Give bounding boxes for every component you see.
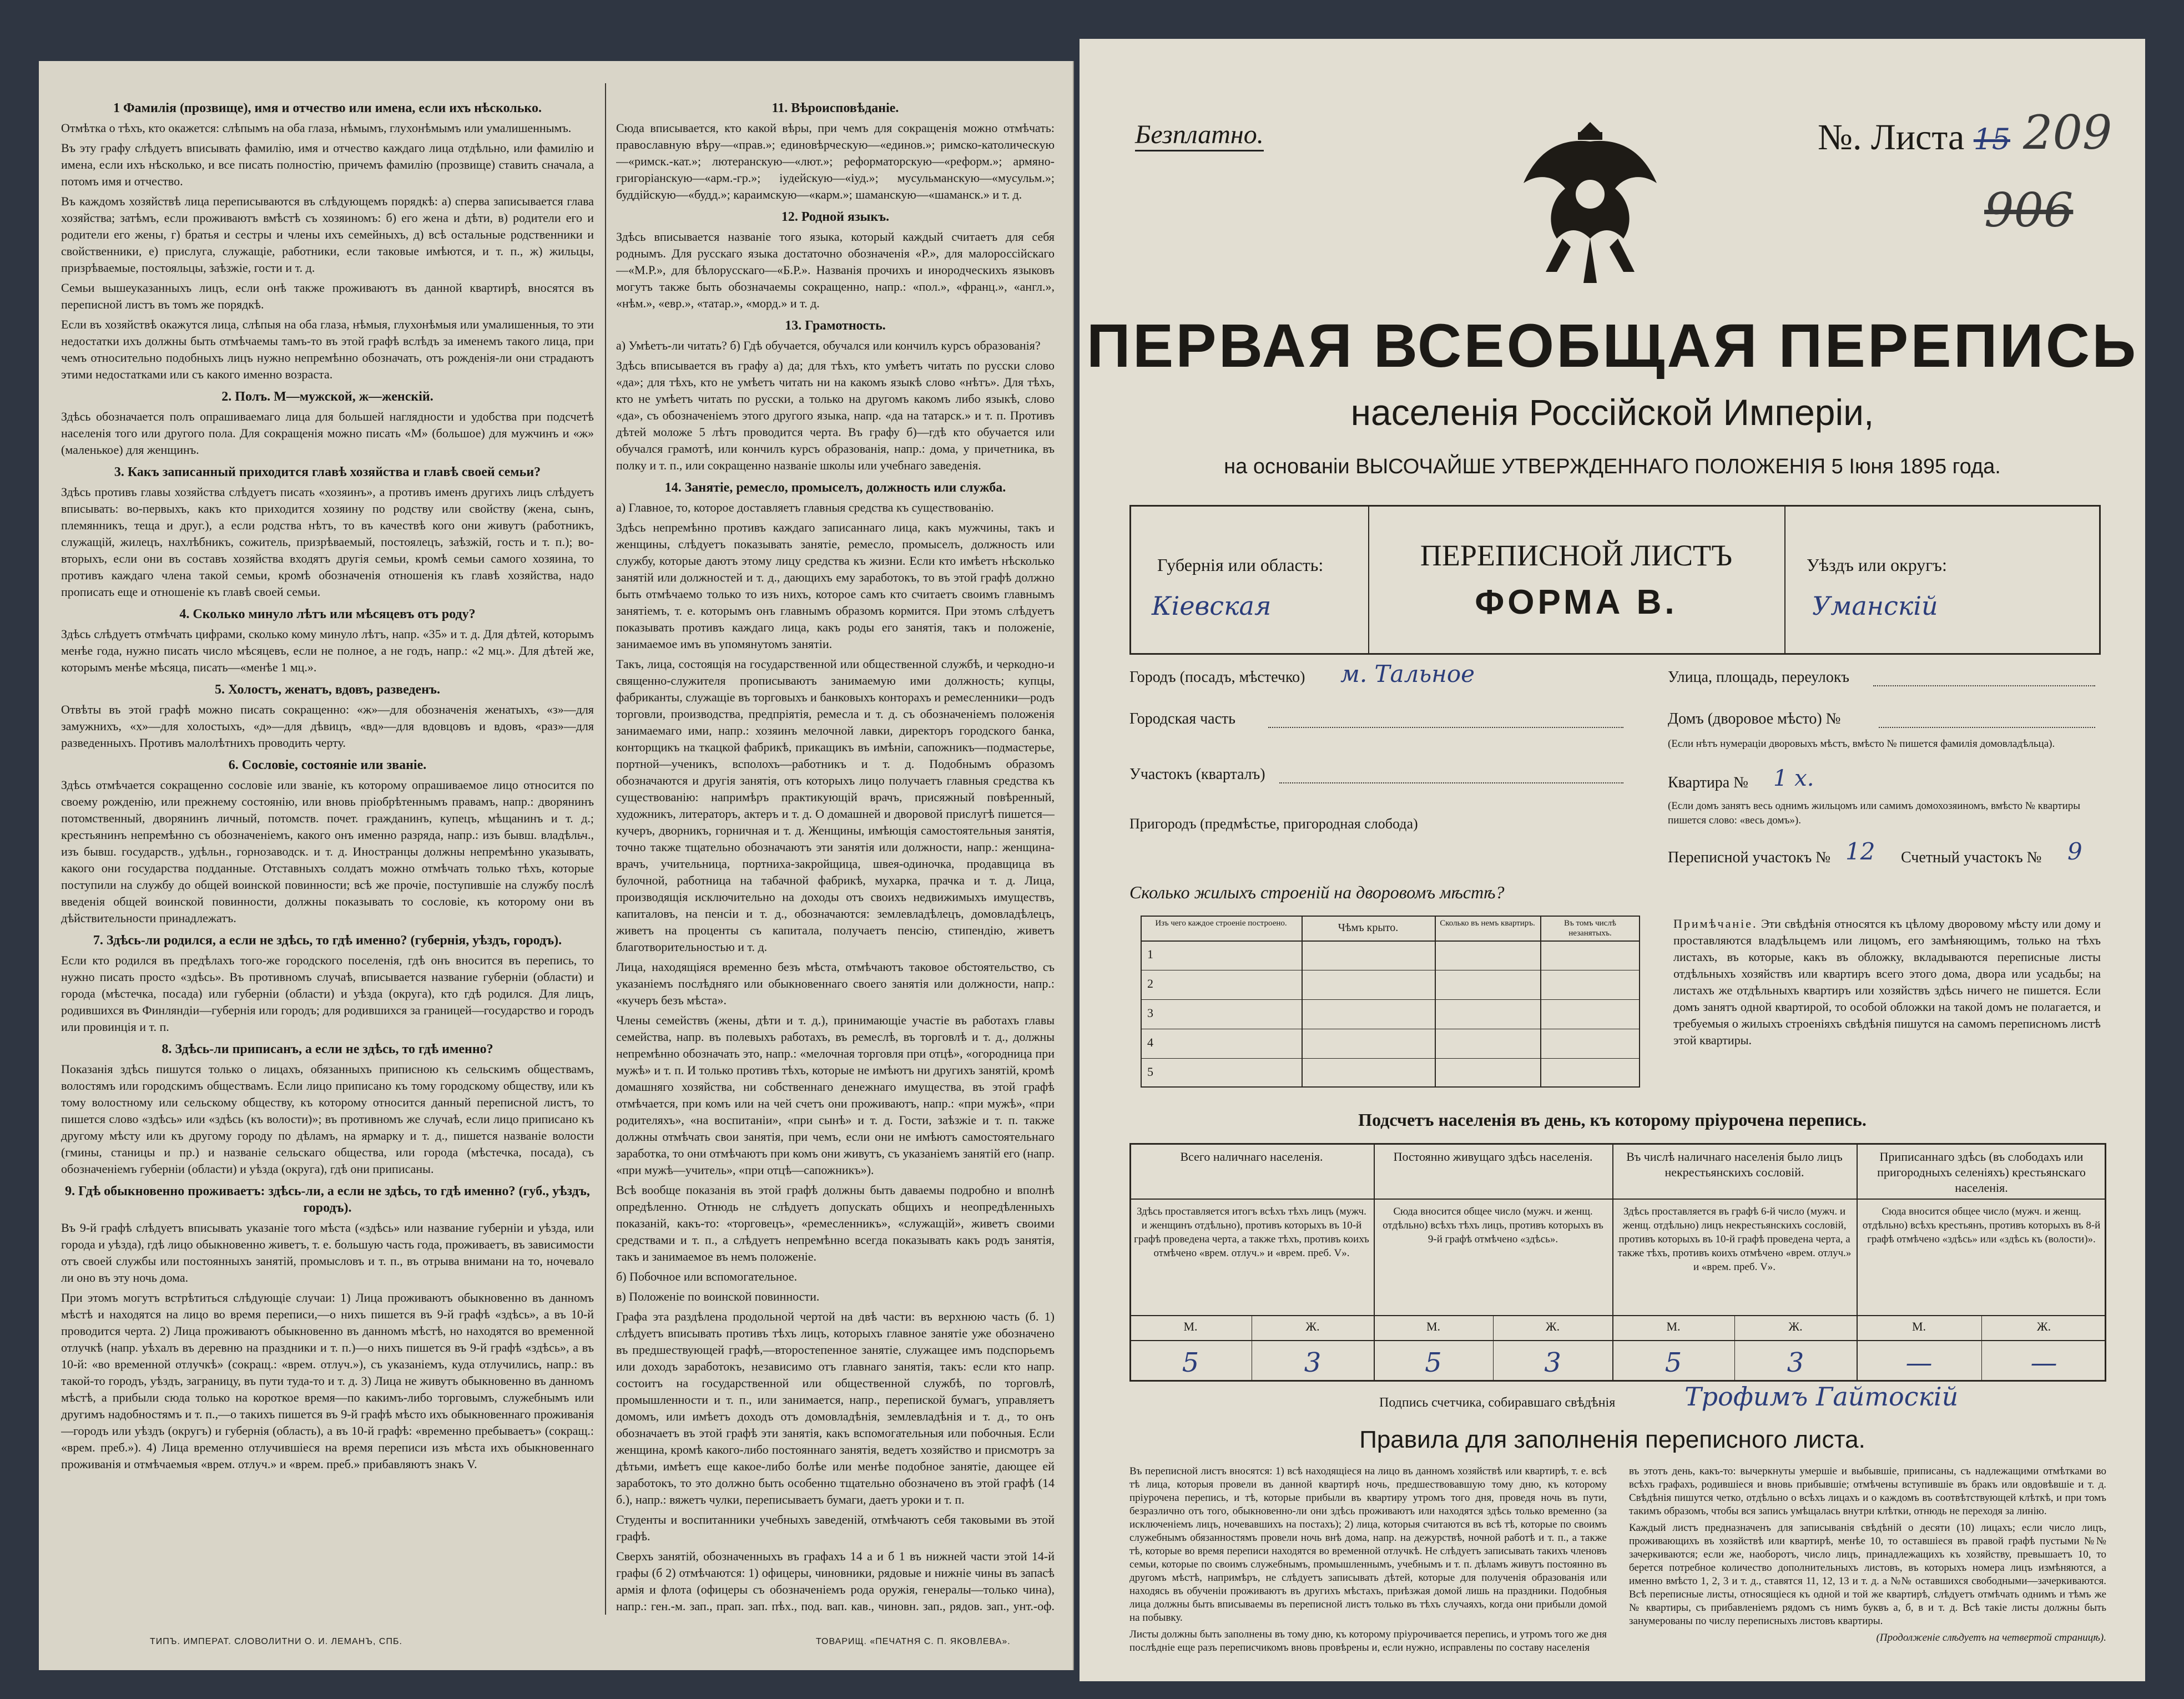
instruction-paragraph: Всѣ вообще показанія въ этой графѣ должны быть даваемы подробно и вполнѣ опредѣленно. Отнюдь не слѣдуетъ допускать общихъ и неопредѣленныхъ показаній, какъ-то: «торговецъ», «ремесленникъ», «служащій», живетъ своими средствами и т. п., а слѣдуетъ непремѣнно всегда показывать какъ родъ занятія, такъ и занимаемое въ немъ положеніе.: [616, 1183, 1055, 1263]
sheet-number-value: 15: [1973, 123, 2010, 156]
instruction-paragraph: Въ каждомъ хозяйствѣ лица переписываются въ слѣдующемъ порядкѣ: а) сперва записывается глава хозяйства; затѣмъ, если проживаютъ вмѣстѣ съ хозяиномъ: б) его жена и дѣти, в) родители его и родители его жены, г) братья и сестры и члены ихъ семейныхъ, д) всѣ остальные родственники и свойственники, е) прислуга, служащіе, работники, если таковые имѣются, и т. п., ж) жильцы, призрѣваемые, постояльцы, заѣзжіе, гости и т. д.: [61, 194, 594, 275]
signature-label: Подпись счетчика, собиравшаго свѣдѣнія: [1379, 1395, 1616, 1410]
instruction-heading: 6. Сословіе, состояніе или званіе.: [228, 758, 427, 772]
column-divider: [605, 83, 606, 1615]
tally-male-label: М.: [1666, 1319, 1681, 1333]
frame-divider: [1784, 505, 1785, 655]
buildings-row-number: 5: [1147, 1065, 1153, 1079]
note-block: [1673, 916, 2101, 1049]
tally-female-value: 3: [1787, 1347, 1804, 1378]
tally-header: Въ числѣ наличнаго населенія было лицъ некрестьянскихъ сословій.: [1626, 1150, 1843, 1179]
buildings-row-number: 2: [1147, 977, 1153, 990]
archive-number-top: 209: [2023, 105, 2112, 160]
table-rule: [1141, 999, 1640, 1000]
house-note: (Если нѣтъ нумераціи дворовыхъ мѣстъ, вмѣсто № пишется фамилія домовладѣльца).: [1668, 738, 2055, 750]
note-title: Примѣчаніе.: [1673, 917, 1758, 931]
tally-description: Сюда вносится общее число (мужч. и женщ. отдѣльно) всѣхъ тѣхъ лицъ, противъ которыхъ въ 9-й графѣ отмѣчено «здѣсь».: [1383, 1206, 1603, 1245]
tally-male-value: —: [1905, 1347, 1933, 1378]
rules-col1b-text: Листы должны быть заполнены въ тому дню, къ которому пріурочивается перепись, и утромъ того же дня послѣдніе еще разъ переписчикомъ вновь провѣрены и, если нужно, исправлены по составу населенія: [1129, 1629, 1607, 1654]
instruction-paragraph: Въ эту графу слѣдуетъ вписывать фамилію, имя и отчество каждаго лица отдѣльно, или фамилію и имена, если ихъ нѣсколько, и все писать полностію, причемъ фамилію (прозвище) ставить сначала, а потомъ имя и отчество.: [61, 141, 594, 188]
instruction-paragraph: Если въ хозяйствѣ окажутся лица, слѣпыя на оба глаза, нѣмыя, глухонѣмыя или умалишенныя, то эти недостатки ихъ должны быть отмѣчаемы тамъ-то въ этой графѣ вслѣдъ за именемъ такого лица, при чемъ относительно подобныхъ лицъ нужно непремѣнно обозначать, отъ рожденія-ли они страдаютъ этими недостатками или съ какого именно возраста.: [61, 317, 594, 381]
tally-female-value: 3: [1544, 1347, 1561, 1378]
guberniya-label: Губернія или область:: [1157, 555, 1324, 575]
tally-male-value: 5: [1182, 1347, 1199, 1378]
tally-male-value: 5: [1665, 1347, 1682, 1378]
field-line: [1268, 727, 1623, 728]
form-title-2: ФОРМА В.: [1475, 583, 1678, 621]
tally-description: Здѣсь проставляется итогъ всѣхъ тѣхъ лицъ (мужч. и женщинъ отдѣльно), противъ которыхъ въ 10-й графѣ проведена черта, а также тѣхъ, противъ коихъ отмѣчено «врем. отлуч.» и «врем. преб. V».: [1134, 1206, 1369, 1259]
instruction-paragraph: Въ 9-й графѣ слѣдуетъ вписывать указаніе того мѣста («здѣсь» или название губерніи и уѣзда, или города и уѣзда), гдѣ лицо обыкновенно живетъ, т. е. большую часть года, проживаетъ, въ зависимости отъ своей службы или постоянныхъ занятій, промысловъ и т. п., въ отрыва внимани на то, ночевало ли оно въ эту ночь дома.: [61, 1221, 594, 1285]
buildings-row-number: 4: [1147, 1035, 1153, 1049]
tally-female-label: Ж.: [1305, 1319, 1320, 1333]
instruction-paragraph: Семьи вышеуказанныхъ лицъ, если онѣ также проживаютъ въ данной квартирѣ, вносятся въ переписной листъ въ томъ же порядкѣ.: [61, 281, 594, 311]
instruction-heading: 14. Занятіе, ремесло, промыселъ, должность или служба.: [664, 481, 1006, 495]
instruction-paragraph: Члены семействъ (жены, дѣти и т. д.), принимающіе участіе въ работахъ главы семейства, напр. въ полевыхъ работахъ, въ ремеслѣ, въ торговлѣ и т. д., должны непремѣнно обозначать это, напр.: «мелочная торговля при отцѣ», «огородница при мужѣ» и т. п. И только противъ тѣхъ, которые не имѣютъ ни другихъ занятій, кромѣ домашняго хозяйства, ни собственнаго денежнаго имущества, въ этой графѣ отмѣчается, при комъ или на чей счетъ они проживаютъ, напр.: «при мужѣ», «при родителяхъ», «на воспитаніи», «при сынѣ» и т. д. Гости, заѣзжіе и т. п. также должны отмѣчать свои занятія, при чемъ, если они не имѣютъ самостоятельнаго заработка, то они отмѣчаютъ при комъ они живутъ, съ указаніемъ занятій его (напр. «при мужѣ—учитель», «при отцѣ—сапожникъ»).: [616, 1013, 1055, 1177]
imprint-left: ТИПЪ. ИМПЕРАТ. СЛОВОЛИТНИ О. И. ЛЕМАНЪ, СПБ.: [150, 1637, 402, 1646]
imprint-center: ТОВАРИЩ. «ПЕЧАТНЯ С. П. ЯКОВЛЕВА».: [816, 1637, 1011, 1646]
census-basis: на основаніи ВЫСОЧАЙШЕ УТВЕРЖДЕННАГО ПОЛОЖЕНІЯ 5 Іюня 1895 года.: [1224, 455, 2001, 478]
archive-number-struck: 906: [1984, 183, 2074, 237]
tally-rule: [1129, 1340, 2106, 1341]
instruction-paragraph: а) Главное, то, которое доставляетъ главныя средства къ существованію.: [616, 500, 994, 514]
buildings-header-roof: Чѣмъ крыто.: [1338, 922, 1399, 934]
tally-title: Подсчетъ населенія въ день, къ которому пріурочена перепись.: [1358, 1110, 1867, 1130]
uezd-label: Уѣздъ или округъ:: [1807, 555, 1947, 575]
instruction-paragraph: Показанія здѣсь пишутся только о лицахъ, обязанныхъ приписною къ сельскимъ обществамъ, волостямъ или городскимъ обществамъ. Если лицо приписано къ тому городскому обществу, или къ тому волостному или сельскому обществу, къ которому относится данный переписной листъ, то пишется слово «здѣсь» или «здѣсь (къ волости)»; въ противномъ же случаѣ, если лицо приписано къ другому мѣсту или къ другому городу по дѣламъ, на ярмарку и т. д., пишется названіе волости (гмины, станицы и пр.) и названіе сельскаго общества, или города (мѣстечка, посада), съ обозначеніемъ губерніи (области) и уѣзда (округа), гдѣ они приписаны.: [61, 1062, 594, 1176]
rules-title: Правила для заполненія переписного листа.: [1359, 1426, 1865, 1453]
buildings-header-apartments: Сколько въ немъ квартиръ.: [1440, 919, 1535, 928]
instruction-paragraph: Студенты и воспитанники учебныхъ заведеній, отмѣчаютъ себя таковыми въ этой графѣ.: [616, 1513, 1055, 1543]
rules-continuation: (Продолженіе слѣдуетъ на четвертой страницѣ).: [1876, 1632, 2106, 1644]
instruction-paragraph: Здѣсь отмѣчается сокращенно сословіе или званіе, къ которому опрашиваемое лицо относится по своему рожденію, или прежнему состоянію, или вновь пріобрѣтеннымъ правамъ, напр.: дворянинъ потомственный, дворянинъ личный, потомств. почет. гражданинъ, купецъ, мѣщанинъ и т. д.; крестьянинъ непремѣнно съ обозначеніемъ, какого онъ именно разряда, напр.: изъ бывш. владѣльч., изъ бывш. государств., удѣльн., горнозаводск. и т. д. Иностранцы должны непремѣнно указывать, какого они государства подданные. Отставныхъ солдатъ можно отмѣчать только тѣхъ, которые поступили на службу до общей воинской повинности; всѣ же прочіе, поступившіе на службу послѣ введенія общей воинской повинности, должны показывать то сословіе, къ которому они въ дѣйствительности принадлежатъ.: [61, 778, 594, 925]
uezd-value: Уманскій: [1812, 591, 1938, 621]
instruction-paragraph: Сюда вписывается, кто какой вѣры, при чемъ для сокращенія можно отмѣчать: православную вѣру—«прав.»; единовѣрческую—«единов.»; римско-католическую—«римск.-кат.»; лютеранскую—«лют.»; реформаторскую—«реформ.»; армяно-григоріанскую—«арм.-гр.»; іудейскую—«іуд.»; мусульманскую—«мусульм.»; буддійскую—«будд.»; караимскую—«карм.»; шаманскую—«шаманск.» и т. д.: [616, 121, 1055, 201]
free-label: Безплатно.: [1135, 119, 1264, 151]
instruction-paragraph: При этомъ могутъ встрѣтиться слѣдующіе случаи: 1) Лица проживаютъ обыкновенно въ данномъ мѣстѣ и находятся на лицо во время переписи,—о нихъ пишется въ 9-й графѣ «здѣсь», а въ 10-й проводится черта. 2) Лица проживаютъ обыкновенно въ данномъ мѣстѣ, но находятся во временной отлучкѣ (напр. уѣхалъ въ деревню на праздники и т. п.)—о нихъ пишется въ 9-й графѣ «здѣсь», а въ 10-й: «во временной отлучкѣ» (сокращ.: «врем. отлуч.»), съ указаніемъ, куда отлучились, напр.: въ такой-то городъ, уѣздъ, заграницу, въ пути туда-то и т. д. 3) Лица не живутъ обыкновенно въ данномъ мѣстѣ, а прибыли сюда только на короткое время—по какимъ-либо торговымъ, служебнымъ или другимъ надобностямъ и т. п.,—о такихъ пишется въ 9-й графѣ мѣсто ихъ обыкновеннаго проживанія—городъ или уѣздъ (округъ) и губернія (область), а въ 10-й графѣ: «временно пребываетъ» (сокращ.: «врем. преб.»). 4) Лица временно отлучившіеся на время переписи изъ мѣста ихъ обыкновеннаго проживанія и отмѣчаемыя «врем. отлуч.» и «врем. преб.» прибавляютъ знакъ V.: [61, 1291, 594, 1471]
buildings-header-material: Изъ чего каждое строеніе построено.: [1155, 919, 1287, 928]
signature-value: Трофимъ Гайтоскій: [1684, 1382, 1959, 1412]
tally-header: Приписаннаго здѣсь (въ слободахъ или пригородныхъ селеніяхъ) крестьянскаго населенія.: [1877, 1150, 2086, 1195]
instruction-paragraph: Здѣсь вписывается въ графу а) да; для тѣхъ, кто умѣетъ читать по русски слово «да»; для тѣхъ, кто не умѣетъ читать ни на какомъ языкѣ слово «нѣтъ». Для тѣхъ, кто не умѣетъ читать по русски, а только на другомъ какомъ либо языкѣ, слово «да», съ обозначеніемъ этого другого языка, напр. «да на татарск.» и т. п. Противъ дѣтей моложе 5 лѣтъ проводится черта. Въ графу б)—гдѣ кто обучается или обучался грамотѣ, или кончилъ курсъ образованія, напр.: дома, у причетника, въ полку и т. п., или сокращенно названіе школы или учебнаго заведенія.: [616, 358, 1055, 472]
tally-description: Сюда вносится общее число (мужч. и женщ. отдѣльно) всѣхъ крестьянъ, противъ которыхъ въ 8-й графѣ отмѣчено «здѣсь» или «здѣсь къ (волости)».: [1862, 1206, 2101, 1245]
guberniya-value: Кіевская: [1152, 591, 1272, 621]
tally-male-label: М.: [1911, 1319, 1926, 1333]
instructions-column-1: [61, 94, 594, 1615]
sheet-number-prefix: №. Листа: [1818, 117, 1965, 158]
instruction-heading: 7. Здѣсь-ли родился, а если не здѣсь, то гдѣ именно? (губернія, уѣздъ, городъ).: [93, 933, 562, 948]
apartment-label: Квартира №: [1668, 774, 1748, 791]
city-part-label: Городская часть: [1129, 710, 1236, 727]
street-label: Улица, площадь, переулокъ: [1668, 669, 1849, 686]
instruction-heading: 8. Здѣсь-ли приписанъ, а если не здѣсь, то гдѣ именно?: [162, 1042, 493, 1056]
city-label: Городъ (посадъ, мѣстечко): [1129, 669, 1305, 686]
count-section-value: 9: [2067, 838, 2082, 865]
tally-header: Всего наличнаго населенія.: [1180, 1150, 1323, 1164]
tally-header: Постоянно живущаго здѣсь населенія.: [1393, 1150, 1593, 1164]
frame-divider: [1368, 505, 1369, 655]
instruction-paragraph: Графа эта раздѣлена продольной чертой на двѣ части: въ верхнюю часть (б. 1) слѣдуетъ вписывать противъ тѣхъ лицъ, которыхъ главное занятіе уже обозначено въ предшествующей графѣ,—второстепенное занятіе, служащее имъ подспорьемъ или доходъ заработокъ, независимо отъ главнаго занятія, такъ: если кто напр. состоитъ на государственной или общественной службѣ, по торговлѣ, промышленности и т. п., или занимается, напр., перепиской бумагъ, управляетъ домомъ, или имѣетъ доходъ отъ домовладѣнія, землевладѣнія и т. д., то онъ обозначаетъ въ этой графѣ эти занятія, какъ вспомогательныя или побочныя. Если женщина, кромѣ какого-либо постояннаго занятія, ведетъ хозяйство и присмотръ за дѣтьми, имѣетъ еще какое-либо болѣе или менѣе подобное занятіе, дающее ей заработокъ, то это должно быть особенно тщательно обозначено въ этой графѣ (14 б.), напр.: вяжетъ чулки, переписываетъ бумаги, даетъ уроки и т. п.: [616, 1309, 1055, 1506]
instruction-heading: 2. Полъ. М—мужской, ж—женскій.: [221, 390, 433, 404]
house-label: Домъ (дворовое мѣсто) №: [1668, 710, 1841, 727]
count-section-label: Счетный участокъ №: [1901, 849, 2042, 866]
instruction-paragraph: в) Положеніе по воинской повинности.: [616, 1290, 820, 1303]
tally-female-label: Ж.: [1545, 1319, 1560, 1333]
table-rule: [1141, 1058, 1640, 1059]
instruction-paragraph: Такъ, лица, состоящія на государственной или общественной службѣ, и черкодно-и священно-служителя прописываютъ занимаемую ими должность; купцы, фабриканты, служащіе въ торговыхъ и банковыхъ конторахъ и ремесленники—родъ торговли, производства, предпріятія, ремесла и т. д. съ обозначеніемъ положенія занимаемаго ими, напр.: хозяинъ мелочной лавки, директоръ городского банка, конторщикъ на ткацкой фабрикѣ, прикащикъ въ имѣніи, сапожникъ—подмастерье, портной—ученикъ, всполохъ—работникъ и т. д. Подобнымъ образомъ обозначаются и другія занятія, отъ которыхъ лицо получаетъ главныя средства къ существованію: напримѣръ практикующій врачъ, присяжный повѣренный, художникъ, литераторъ, актеръ и т. д. О домашней и дворовой прислугѣ пишется—кучеръ, дворникъ, горничная и т. д. Женщины, имѣющія самостоятельныя занятія, точно также тщательно обозначаютъ эти занятія или должности, напр.: женщина-врачъ, учительница, портниха-закройщица, швея-одиночка, продавщица въ булочной, работница на табачной фабрикѣ, мухарка, прачка и т. д. Лица, производящія исключительно на доходы отъ своихъ недвижимыхъ имуществъ, капиталовъ, на пенсіи и т. д., обозначаются: землевладѣлецъ, домовладѣлецъ, живетъ на проценты съ капитала, получаетъ пенсію, стипендію, живетъ благотворительностью и т. д.: [616, 657, 1055, 954]
instruction-paragraph: Лица, находящіяся временно безъ мѣста, отмѣчаютъ таковое обстоятельство, съ указаніемъ послѣдняго или обыкновеннаго своего занятія или должности, напр.: «кучеръ безъ мѣста».: [616, 960, 1055, 1007]
rules-column-2: [1629, 1465, 2106, 1676]
tally-female-value: 3: [1304, 1347, 1322, 1378]
instruction-paragraph: Здѣсь слѣдуетъ отмѣчать цифрами, сколько кому минуло лѣтъ, напр. «35» и т. д. Для дѣтей, которымъ менѣе года, нужно писать число мѣсяцевъ, если не полное, а не годъ, напр.: «2 мц.». Для дѣтей же, которымъ менѣе мѣсяца, писать—«менѣе 1 мц.».: [61, 627, 594, 674]
instruction-heading: 9. Гдѣ обыкновенно проживаетъ: здѣсь-ли, а если не здѣсь, то гдѣ именно? (губ., уѣздъ, городъ).: [65, 1184, 590, 1215]
instruction-paragraph: б) Побочное или вспомогательное.: [616, 1270, 798, 1283]
rules-col1-text: Въ переписной листъ вносятся: 1) всѣ находящіеся на лицо въ данномъ хозяйствѣ или квартирѣ, т. е. всѣ тѣ лица, которыя провели въ данной квартирѣ ночь, предшествовавшую тому дню, къ которому пріурочена перепись, и тѣ, которые прибыли въ квартиру утромъ того дня, проведя ночь въ пути, безразлично отъ того, обыкновенно-ли они здѣсь проживаютъ или находятся здѣсь только временно (за исключеніемъ лицъ, ночевавшихъ на постахъ); 2) лица, которыя считаются въ всѣ тѣ, которые по своимъ служебнымъ обязанностямъ провели ночь внѣ дома, напр. на дежурствѣ, ночной работѣ и т. п., а также тѣ, которые во время переписи находятся во временной отлучкѣ. Не слѣдуетъ записывать такихъ членовъ семьи, которые по своимъ служебнымъ, промышленнымъ, учебнымъ и т. п. дѣламъ живутъ постоянно въ другомъ мѣстѣ, напримѣръ, не слѣдуетъ записывать дѣтей, которые для полученія образованія или находясь въ обученіи проживаютъ въ другихъ мѣстахъ, приѣзжая домой лишь на праздники. Подобныя лица должны быть вписываемы въ переписной листъ только въ тѣхъ случаяхъ, когда они прибыли домой на побывку.: [1129, 1465, 1607, 1624]
census-subtitle: населенія Россійской Имперіи,: [1350, 392, 1874, 433]
district-label: Участокъ (кварталъ): [1129, 766, 1265, 783]
instruction-heading: 1 Фамилія (прозвище), имя и отчество или имена, если ихъ нѣсколько.: [113, 101, 542, 115]
instruction-paragraph: Если кто родился въ предѣлахъ того-же городского поселенія, гдѣ онъ вносится въ перепись, то нужно писать просто «здѣсь». Въ противномъ случаѣ, вписывается название губерніи (области) и города (мѣстечка, посада) или губерніи (области) и уѣзда (округа), кто гдѣ родился. Для лицъ, родившихся въ Финляндіи—губернія или городъ; для родившихся за границей—государство и городъ или провинція и т. п.: [61, 953, 594, 1034]
instruction-paragraph: Здѣсь обозначается полъ опрашиваемаго лица для большей наглядности и удобства при подсчетѣ населенія того или другого пола. Для сокращенія можно писать «М» (большое) для мужчинъ и «ж» (маленькое) для женщинъ.: [61, 409, 594, 457]
tally-female-value: —: [2030, 1347, 2057, 1378]
note-text: Эти свѣдѣнія относятся къ цѣлому дворовому мѣсту или дому и проставляются владѣльцемъ или лицомъ, его замѣняющимъ, только на тѣхъ листахъ, въ которые, какъ въ обложку, вкладываются переписные листы отдѣльныхъ хозяйствъ или квартиръ всего этого дома, двора или усадьбы; на листахъ же отдѣльныхъ квартиръ или хозяйствъ здѣсь ничего не пишется. Если домъ занятъ одной квартирой, то особой обложки на такой домъ не полагается, и требуемыя о жилыхъ строеніяхъ свѣдѣнія пишутся на самомъ переписномъ листѣ этой квартиры.: [1673, 917, 2101, 1047]
instruction-heading: 13. Грамотность.: [785, 318, 886, 333]
apartment-value: 1 х.: [1773, 766, 1814, 791]
table-rule: [1141, 940, 1640, 942]
imperial-eagle-emblem: [1507, 100, 1673, 300]
form-title-1: ПЕРЕПИСНОЙ ЛИСТЪ: [1420, 539, 1733, 572]
instruction-heading: 5. Холостъ, женатъ, вдовъ, разведенъ.: [214, 682, 441, 697]
tally-female-label: Ж.: [1788, 1319, 1803, 1333]
instruction-paragraph: Отвѣты въ этой графѣ можно писать сокращенно: «ж»—для обозначенія женатыхъ, «з»—для замужнихъ, «х»—для холостыхъ, «д»—для дѣвицъ, «вд»—для вдовцовъ и вдовъ, «раз»—для разведенныхъ. Противъ малолѣтнихъ проводить черту.: [61, 702, 594, 750]
field-line: [1279, 782, 1623, 783]
instruction-paragraph: Сверхъ занятій, обозначенныхъ въ графахъ 14 а и б 1 въ нижней части этой 14-й графы (б 2) отмѣчаются: 1) офицеры, чиновники, рядовые и нижніе чины въ запасѣ армія и флота (офицеры съ обозначеніемъ рода оружія, генералы—только чина), напр.: ген.-м. зап., прап. зап. пѣх., под. вап. кав., чиновн. зап., рядов. зап., унт.-оф.: [616, 1549, 1055, 1613]
buildings-question: Сколько жилыхъ строеній на дворовомъ мѣстѣ?: [1129, 882, 1505, 902]
instruction-heading: 3. Какъ записанный приходится главѣ хозяйства и главѣ своей семьи?: [114, 465, 541, 479]
rules-col2-text: въ этотъ день, какъ-то: вычеркнуты умершіе и выбывшіе, приписаны, съ надлежащими отмѣтками во всѣхъ графахъ, родившіеся и вновь прибывшіе; отмѣчены вступившіе въ бракъ или овдовѣвшіе и т. д. Свѣдѣнія пишутся четко, отдѣльно о всѣхъ лицахъ и о каждомъ въ соотвѣтствующей клѣткѣ, и при томъ такимъ образомъ, чтобы вся запись умѣщалась внутри клѣтки, отнюдь не переходя за линію.: [1629, 1465, 2106, 1517]
tally-male-label: М.: [1183, 1319, 1198, 1333]
buildings-header-vacant: Въ томъ числѣ незанятыхъ.: [1564, 919, 1616, 938]
census-section-label: Переписной участокъ №: [1668, 849, 1831, 866]
city-value: м. Тальное: [1340, 660, 1475, 687]
right-page-census-form: [1080, 39, 2145, 1681]
rules-col2b-text: Каждый листъ предназначенъ для записыванія свѣдѣній о десяти (10) лицахъ; если число лицъ, проживающихъ въ хозяйствѣ или квартирѣ, менѣе 10, то оставшіеся въ правой графѣ пустыми №№ зачеркиваются; если же, наоборотъ, число лицъ, принадлежащихъ къ хозяйству, превышаетъ 10, то берется потребное количество дополнительныхъ листовъ, въ которыхъ номера лицъ измѣняются, а именно вмѣсто 1, 2, 3 и т. д., ставятся 11, 12, 13 и т. д. а №№ оставшихся свободными—зачеркиваются. Всѣ переписные листы, относящіеся къ одной и той же квартирѣ, слѣдуетъ отмѣчать однимъ и тѣмъ же № квартиры, съ прибавленіемъ рядомъ съ нимъ буквъ а, б, в и т. д. Всѣ такіе листы должны быть занумерованы по числу переписныхъ листовъ квартиры.: [1629, 1522, 2106, 1627]
instruction-heading: 11. Вѣроисповѣданіе.: [771, 101, 899, 115]
instruction-paragraph: а) Умѣетъ-ли читать? б) Гдѣ обучается, обучался или кончилъ курсъ образованія?: [616, 338, 1041, 352]
instruction-heading: 4. Сколько минуло лѣтъ или мѣсяцевъ отъ роду?: [179, 607, 476, 621]
suburb-label: Пригородъ (предмѣстье, пригородная слобода): [1129, 816, 1418, 832]
tally-male-value: 5: [1425, 1347, 1442, 1378]
buildings-row-number: 1: [1147, 947, 1153, 961]
census-main-title: ПЕРВАЯ ВСЕОБЩАЯ ПЕРЕПИСЬ: [1086, 312, 2138, 380]
field-line: [1879, 727, 2095, 728]
instruction-paragraph: Здѣсь противъ главы хозяйства слѣдуетъ писать «хозяинъ», а противъ именъ другихъ лицъ слѣдуетъ вписывать: во-первыхъ, какъ кто приходится хозяину по родству или свойству (жена, сынъ, племянникъ, теща и друг.), а если родства нѣтъ, то въ качествѣ кого они живутъ (работникъ, служащій, жилецъ, нахлѣбникъ, сожитель, призрѣваемый, постоялецъ, заѣзжій, гость и т. п.); во-вторыхъ, если они въ составъ хозяйства входятъ другія семьи, кромѣ семьи самого хозяина, то противъ каждаго члена такой семьи, кромѣ обозначенія отношенія къ главѣ хозяйства, надо прописать еще и отношеніе къ главѣ своей семьи.: [61, 485, 594, 599]
tally-rule: [1129, 1315, 2106, 1316]
tally-description: Здѣсь проставляется въ графѣ 6-й число (мужч. и женщ. отдѣльно) лицъ некрестьянскихъ сословій, противъ которыхъ въ 10-й графѣ проведена черта, а также тѣхъ, противъ коихъ отмѣчено «врем. отлуч.» и «врем. преб. V».: [1617, 1206, 1852, 1273]
instruction-paragraph: Отмѣтка о тѣхъ, кто окажется: слѣпымъ на оба глаза, нѣмымъ, глухонѣмымъ или умалишеннымъ.: [61, 121, 572, 135]
sheet-number-label: [1818, 117, 2010, 159]
census-section-value: 12: [1845, 838, 1875, 865]
instruction-paragraph: Здѣсь непремѣнно противъ каждаго записаннаго лица, какъ мужчины, такъ и женщины, слѣдуетъ показывать занятіе, ремесло, промыселъ, должность или службу, которые даютъ этому лицу средства къ жизни. Если кто имѣетъ нѣсколько занятій или должностей и т. д., дающихъ ему заработокъ, то въ этой графѣ должно быть отмѣчаемо только то изъ нихъ, которое самъ кто считаетъ своимъ главнымъ занятіемъ, т. е. которымъ онъ главнымъ образомъ кормится. При этомъ слѣдуетъ показывать противъ каждаго лица, какъ роды его занятія, такъ и положеніе, занимаемое имъ въ упомянутомъ занятіи.: [616, 520, 1055, 651]
field-line: [1873, 685, 2095, 686]
form-header-frame: [1129, 505, 2101, 655]
left-page-instructions: [39, 61, 1074, 1670]
instruction-heading: 12. Родной языкъ.: [781, 210, 890, 224]
rules-column-1: [1129, 1465, 1607, 1676]
tally-female-label: Ж.: [2036, 1319, 2051, 1333]
apartment-note: (Если домъ занятъ весь однимъ жильцомъ или самимъ домохозяиномъ, вмѣсто № квартиры пишется слово: «весь домъ»).: [1668, 800, 2081, 826]
instruction-paragraph: Здѣсь вписывается названіе того языка, который каждый считаетъ для себя роднымъ. Для русскаго языка достаточно обозначенія «Р.», для малороссійскаго—«М.Р.», для бѣлорусскаго—«Б.Р.». Названія прочихъ и инородческихъ языковъ могутъ также быть обозначаемы сокращенно, напр.: «пол.», «франц.», «англ.», «нѣм.», «евр.», «татар.», «морд.» и т. д.: [616, 230, 1055, 310]
buildings-row-number: 3: [1147, 1006, 1153, 1020]
instructions-column-2: [616, 94, 1055, 1615]
tally-male-label: М.: [1426, 1319, 1441, 1333]
